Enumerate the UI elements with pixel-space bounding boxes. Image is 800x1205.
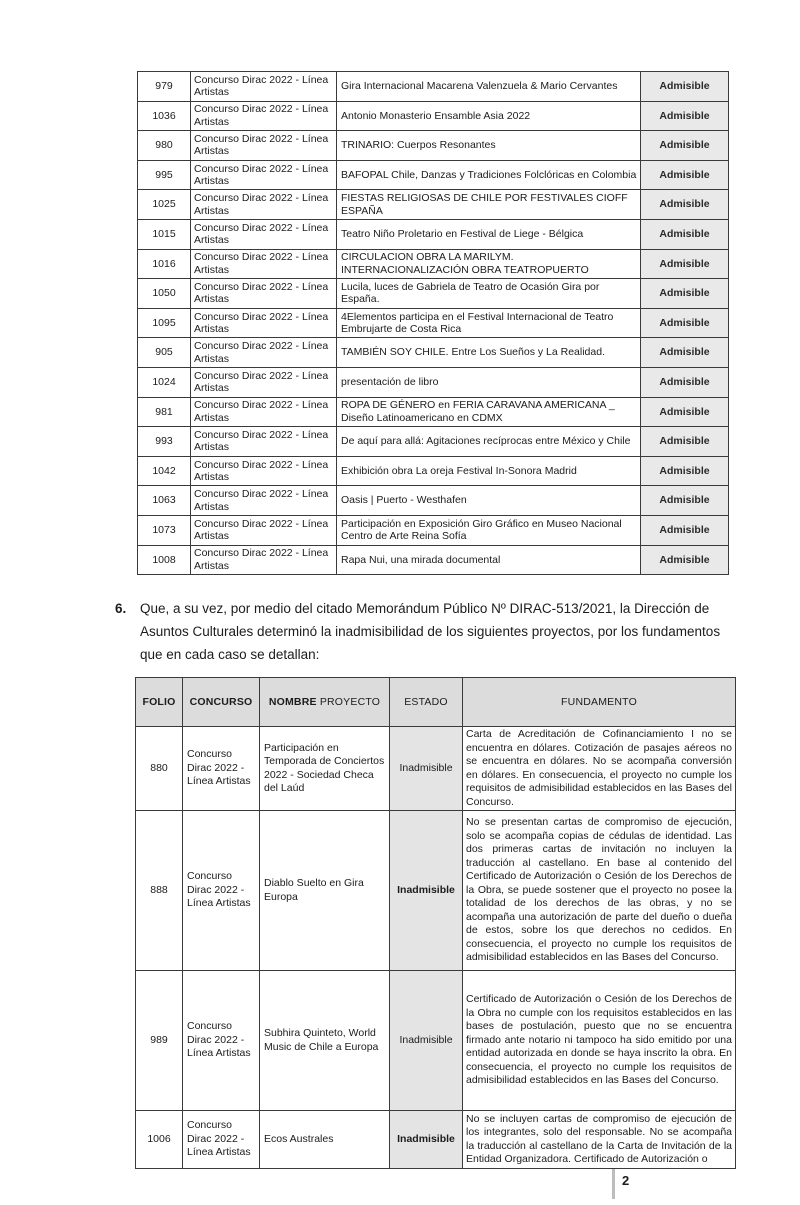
proyecto-cell: 4Elementos participa en el Festival Internacional de Teatro Embrujarte de Costa Rica — [337, 308, 641, 338]
folio-cell: 1025 — [138, 190, 191, 220]
table-row — [138, 279, 729, 309]
header-folio: FOLIO — [136, 678, 183, 727]
folio-cell: 1073 — [138, 515, 191, 545]
proyecto-cell: BAFOPAL Chile, Danzas y Tradiciones Folclóricas en Colombia — [337, 160, 641, 190]
folio-cell: 989 — [136, 971, 183, 1111]
estado-cell: Inadmisible — [390, 971, 463, 1111]
estado-cell: Admisible — [641, 249, 729, 279]
table-row — [136, 971, 736, 1111]
folio-cell: 980 — [138, 131, 191, 161]
estado-cell: Admisible — [641, 131, 729, 161]
proyecto-cell: De aquí para allá: Agitaciones recíprocas entre México y Chile — [337, 427, 641, 457]
proyecto-cell: presentación de libro — [337, 367, 641, 397]
concurso-cell: Concurso Dirac 2022 - Línea Artistas — [191, 131, 337, 161]
estado-cell: Inadmisible — [390, 1111, 463, 1169]
concurso-cell: Concurso Dirac 2022 - Línea Artistas — [191, 545, 337, 575]
fundamento-cell: Certificado de Autorización o Cesión de los Derechos de la Obra no cumple con los requisitos establecidos en las bases de postulación, puesto que no se encuentra firmado ante notario ni tampoco ha sido emitido por una entidad autorizada en donde se haya inscrito la obra. En consecuencia, el proyecto no cumple los requisitos de admisibilidad establecidos en las Bases del Concurso. — [463, 971, 736, 1111]
estado-cell: Admisible — [641, 72, 729, 102]
estado-cell: Admisible — [641, 456, 729, 486]
table-row — [136, 811, 736, 971]
table-row — [138, 486, 729, 516]
proyecto-cell: ROPA DE GÉNERO en FERIA CARAVANA AMERICANA _ Diseño Latinoamericano en CDMX — [337, 397, 641, 427]
proyecto-cell: Ecos Australes — [260, 1111, 390, 1169]
proyecto-cell: CIRCULACION OBRA LA MARILYM. INTERNACIONALIZACIÓN OBRA TEATROPUERTO — [337, 249, 641, 279]
folio-cell: 1016 — [138, 249, 191, 279]
fundamento-cell: No se presentan cartas de compromiso de ejecución, solo se acompaña copias de cédulas de identidad. Las dos primeras cartas de invitación no incluyen la traducción al castellano. En base al contenido del Certificado de Autorización o Cesión de los Derechos de la Obra, se puede sostener que el proyecto no posee la totalidad de los derechos de las obras, y no se acompaña una autorización de parte del dueño o dueña de estos, sobre los que derechos no cedidos. En consecuencia, el proyecto no cumple los requisitos de admisibilidad establecidos en las Bases del Concurso. — [463, 811, 736, 971]
folio-cell: 1063 — [138, 486, 191, 516]
folio-cell: 995 — [138, 160, 191, 190]
table-row — [138, 308, 729, 338]
folio-cell: 1036 — [138, 101, 191, 131]
table-row — [138, 101, 729, 131]
concurso-cell: Concurso Dirac 2022 - Línea Artistas — [191, 249, 337, 279]
concurso-cell: Concurso Dirac 2022 - Línea Artistas — [183, 811, 260, 971]
folio-cell: 1006 — [136, 1111, 183, 1169]
table-row — [136, 1111, 736, 1169]
concurso-cell: Concurso Dirac 2022 - Línea Artistas — [191, 397, 337, 427]
table-row — [136, 727, 736, 811]
concurso-cell: Concurso Dirac 2022 - Línea Artistas — [191, 515, 337, 545]
fundamento-cell: No se incluyen cartas de compromiso de ejecución de los integrantes, solo del responsable. No se acompaña la traducción al castellano de la Carta de Invitación de la Entidad Organizadora. Certificado de Autorización o — [463, 1111, 736, 1169]
proyecto-cell: TRINARIO: Cuerpos Resonantes — [337, 131, 641, 161]
folio-cell: 1015 — [138, 219, 191, 249]
table-row — [138, 219, 729, 249]
folio-cell: 880 — [136, 727, 183, 811]
concurso-cell: Concurso Dirac 2022 - Línea Artistas — [183, 1111, 260, 1169]
estado-cell: Admisible — [641, 308, 729, 338]
table-row — [138, 545, 729, 575]
table-row — [138, 515, 729, 545]
concurso-cell: Concurso Dirac 2022 - Línea Artistas — [191, 219, 337, 249]
proyecto-cell: TAMBIÉN SOY CHILE. Entre Los Sueños y La Realidad. — [337, 338, 641, 368]
folio-cell: 979 — [138, 72, 191, 102]
concurso-cell: Concurso Dirac 2022 - Línea Artistas — [191, 279, 337, 309]
folio-cell: 981 — [138, 397, 191, 427]
table-row — [138, 456, 729, 486]
concurso-cell: Concurso Dirac 2022 - Línea Artistas — [191, 101, 337, 131]
proyecto-cell: Lucila, luces de Gabriela de Teatro de Ocasión Gira por España. — [337, 279, 641, 309]
estado-cell: Admisible — [641, 160, 729, 190]
estado-cell: Admisible — [641, 397, 729, 427]
folio-cell: 1050 — [138, 279, 191, 309]
header-concurso: CONCURSO — [183, 678, 260, 727]
proyecto-cell: Exhibición obra La oreja Festival In-Sonora Madrid — [337, 456, 641, 486]
table-row — [138, 131, 729, 161]
concurso-cell: Concurso Dirac 2022 - Línea Artistas — [191, 190, 337, 220]
proyecto-cell: Rapa Nui, una mirada documental — [337, 545, 641, 575]
folio-cell: 993 — [138, 427, 191, 457]
folio-cell: 1095 — [138, 308, 191, 338]
estado-cell: Admisible — [641, 338, 729, 368]
concurso-cell: Concurso Dirac 2022 - Línea Artistas — [191, 427, 337, 457]
table-row — [138, 397, 729, 427]
estado-cell: Admisible — [641, 190, 729, 220]
proyecto-cell: Teatro Niño Proletario en Festival de Liege - Bélgica — [337, 219, 641, 249]
table-row — [138, 427, 729, 457]
proyecto-cell: Subhira Quinteto, World Music de Chile a Europa — [260, 971, 390, 1111]
table-row — [138, 190, 729, 220]
table-row — [138, 249, 729, 279]
estado-cell: Admisible — [641, 101, 729, 131]
table-row — [138, 338, 729, 368]
proyecto-cell: Participación en Exposición Giro Gráfico en Museo Nacional Centro de Arte Reina Sofía — [337, 515, 641, 545]
proyecto-cell: Diablo Suelto en Gira Europa — [260, 811, 390, 971]
fundamento-cell: Carta de Acreditación de Cofinanciamiento I no se encuentra en dólares. Cotización de pasajes aéreos no se encuentra en dólares. No se acompaña conversión en dólares. En consecuencia, el proyecto no cumple los requisitos de admisibilidad establecidos en las Bases del Concurso. — [463, 727, 736, 811]
table-row — [138, 160, 729, 190]
header-proyecto: NOMBRE PROYECTO — [260, 678, 390, 727]
folio-cell: 1008 — [138, 545, 191, 575]
estado-cell: Admisible — [641, 545, 729, 575]
paragraph-number: 6. — [115, 601, 127, 616]
table-header-row — [136, 678, 736, 727]
proyecto-cell: Participación en Temporada de Conciertos 2022 - Sociedad Checa del Laúd — [260, 727, 390, 811]
section-6-paragraph — [115, 597, 737, 666]
concurso-cell: Concurso Dirac 2022 - Línea Artistas — [191, 308, 337, 338]
concurso-cell: Concurso Dirac 2022 - Línea Artistas — [191, 486, 337, 516]
estado-cell: Inadmisible — [390, 727, 463, 811]
header-estado: ESTADO — [390, 678, 463, 727]
proyecto-cell: Antonio Monasterio Ensamble Asia 2022 — [337, 101, 641, 131]
concurso-cell: Concurso Dirac 2022 - Línea Artistas — [191, 338, 337, 368]
proyecto-cell: Oasis | Puerto - Westhafen — [337, 486, 641, 516]
table-row — [138, 367, 729, 397]
inadmissible-projects-table — [135, 677, 736, 1169]
estado-cell: Admisible — [641, 427, 729, 457]
folio-cell: 888 — [136, 811, 183, 971]
paragraph-text: Que, a su vez, por medio del citado Memorándum Público Nº DIRAC-513/2021, la Dirección de Asuntos Culturales determinó la inadmisibilidad de los siguientes proyectos, por los fundamentos que en cada caso se detallan: — [140, 601, 721, 662]
concurso-cell: Concurso Dirac 2022 - Línea Artistas — [183, 971, 260, 1111]
estado-cell: Inadmisible — [390, 811, 463, 971]
folio-cell: 905 — [138, 338, 191, 368]
concurso-cell: Concurso Dirac 2022 - Línea Artistas — [191, 367, 337, 397]
concurso-cell: Concurso Dirac 2022 - Línea Artistas — [183, 727, 260, 811]
header-fundamento: FUNDAMENTO — [463, 678, 736, 727]
estado-cell: Admisible — [641, 515, 729, 545]
concurso-cell: Concurso Dirac 2022 - Línea Artistas — [191, 456, 337, 486]
folio-cell: 1024 — [138, 367, 191, 397]
page-number-bar — [612, 1169, 615, 1199]
concurso-cell: Concurso Dirac 2022 - Línea Artistas — [191, 72, 337, 102]
estado-cell: Admisible — [641, 367, 729, 397]
table-row — [138, 72, 729, 102]
estado-cell: Admisible — [641, 486, 729, 516]
page-number: 2 — [622, 1173, 630, 1188]
proyecto-cell: Gira Internacional Macarena Valenzuela & Mario Cervantes — [337, 72, 641, 102]
proyecto-cell: FIESTAS RELIGIOSAS DE CHILE POR FESTIVALES CIOFF ESPAÑA — [337, 190, 641, 220]
folio-cell: 1042 — [138, 456, 191, 486]
estado-cell: Admisible — [641, 219, 729, 249]
admissible-projects-table — [137, 71, 729, 575]
estado-cell: Admisible — [641, 279, 729, 309]
concurso-cell: Concurso Dirac 2022 - Línea Artistas — [191, 160, 337, 190]
